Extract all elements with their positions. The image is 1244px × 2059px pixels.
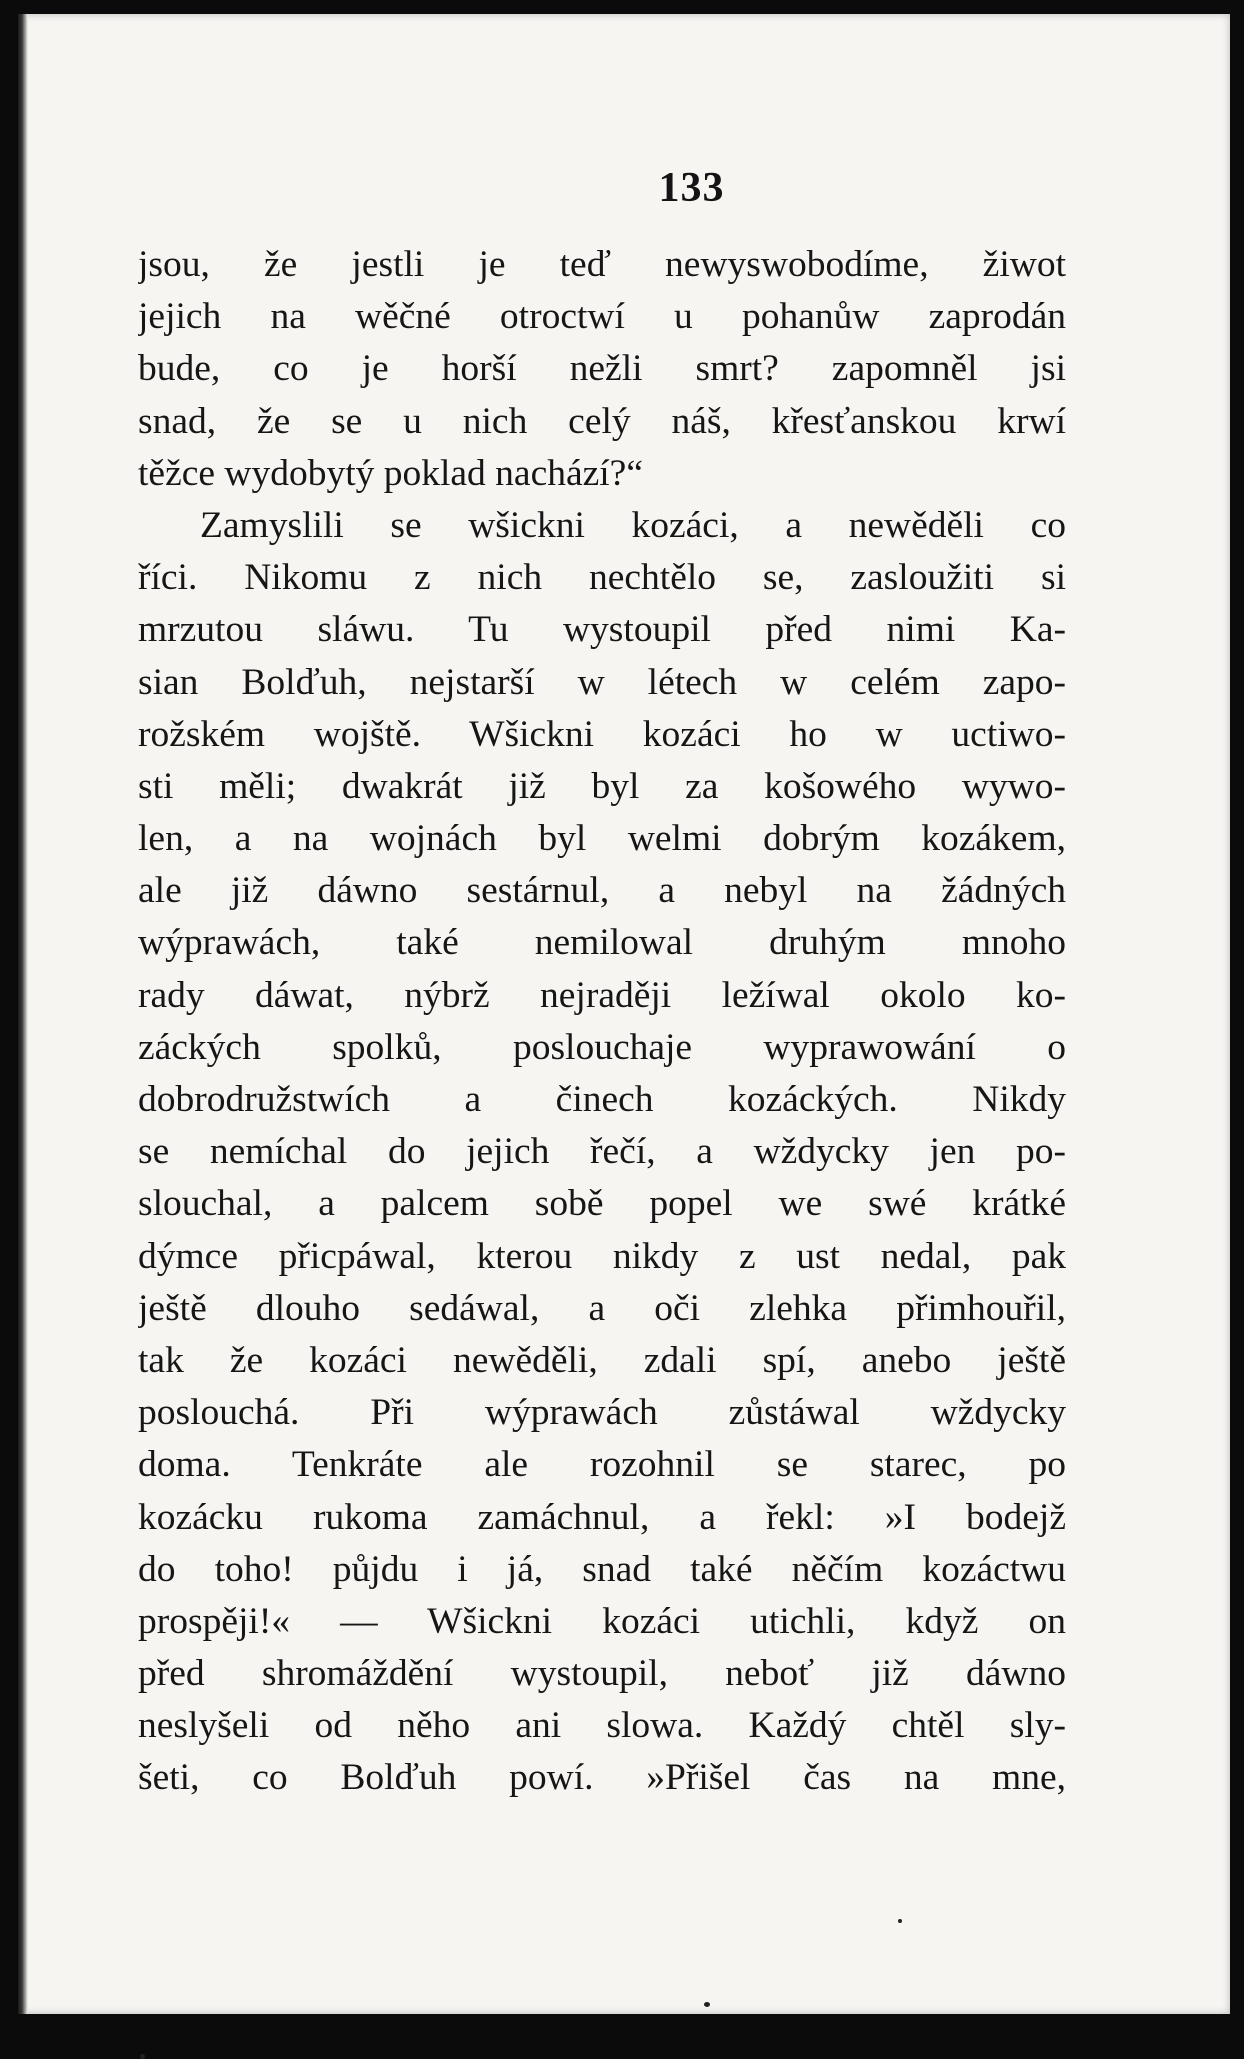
ink-speck <box>704 2002 710 2007</box>
ink-speck <box>140 2054 145 2059</box>
body-text <box>138 239 1066 1805</box>
text-line: sti měli; dwakrát již byl za košowého wywo- <box>138 765 1066 807</box>
text-line: těžce wydobytý poklad nachází?“ <box>138 452 643 494</box>
text-line: mrzutou sláwu. Tu wystoupil před nimi Ka- <box>138 609 1066 651</box>
text-line: dýmce přicpáwal, kterou nikdy z ust nedal, pak <box>138 1235 1066 1277</box>
page-binding-edge <box>18 14 28 2014</box>
text-line: sian Bolďuh, nejstarší w létech w celém zapo- <box>138 661 1066 703</box>
text-line: bude, co je horší nežli smrt? zapomněl jsi <box>138 348 1066 390</box>
text-line: len, a na wojnách byl welmi dobrým kozákem, <box>138 818 1066 860</box>
text-line: rožském wojště. Wšickni kozáci ho w uctiwo- <box>138 713 1066 755</box>
page-number: 133 <box>658 165 725 211</box>
text-line: neslyšeli od něho ani slowa. Každý chtěl sly- <box>138 1705 1066 1747</box>
text-line: jejich na wěčné otroctwí u pohanůw zaprodán <box>138 296 1066 338</box>
text-line: před shromáždění wystoupil, neboť již dáwno <box>138 1653 1066 1695</box>
text-line: doma. Tenkráte ale rozohnil se starec, po <box>138 1444 1066 1486</box>
paper-page <box>18 14 1230 2014</box>
text-line: ještě dlouho sedáwal, a oči zlehka přimhouřil, <box>138 1287 1066 1329</box>
text-line: šeti, co Bolďuh powí. »Přišel čas na mne, <box>138 1757 1066 1799</box>
text-line: kozácku rukoma zamáchnul, a řekl: »I bodejž <box>138 1496 1066 1538</box>
text-line: říci. Nikomu z nich nechtělo se, zasloužiti si <box>138 557 1066 599</box>
text-line: poslouchá. Při wýprawách zůstáwal wždycky <box>138 1392 1066 1434</box>
text-line: jsou, že jestli je teď newyswobodíme, žiwot <box>138 244 1066 285</box>
text-line: Zamyslili se wšickni kozáci, a newěděli co <box>200 504 1066 546</box>
text-line: slouchal, a palcem sobě popel we swé krátké <box>138 1183 1066 1225</box>
text-line: snad, že se u nich celý náš, křesťanskou krwí <box>138 400 1066 442</box>
text-line: prospěji!« — Wšickni kozáci utichli, když on <box>138 1600 1066 1642</box>
text-line: tak že kozáci newěděli, zdali spí, anebo ještě <box>138 1339 1066 1381</box>
text-line: ale již dáwno sestárnul, a nebyl na žádných <box>138 870 1066 912</box>
text-line: záckých spolků, poslouchaje wyprawowání o <box>138 1026 1066 1068</box>
text-line: do toho! půjdu i já, snad také něčím kozáctwu <box>138 1548 1066 1590</box>
text-line: rady dáwat, nýbrž nejraději ležíwal okolo ko- <box>138 974 1066 1016</box>
ink-speck <box>898 1919 902 1923</box>
text-line: dobrodružstwích a činech kozáckých. Nikdy <box>138 1079 1066 1120</box>
text-line: wýprawách, také nemilowal druhým mnoho <box>138 922 1066 964</box>
text-line: se nemíchal do jejich řečí, a wždycky jen po- <box>138 1131 1066 1173</box>
